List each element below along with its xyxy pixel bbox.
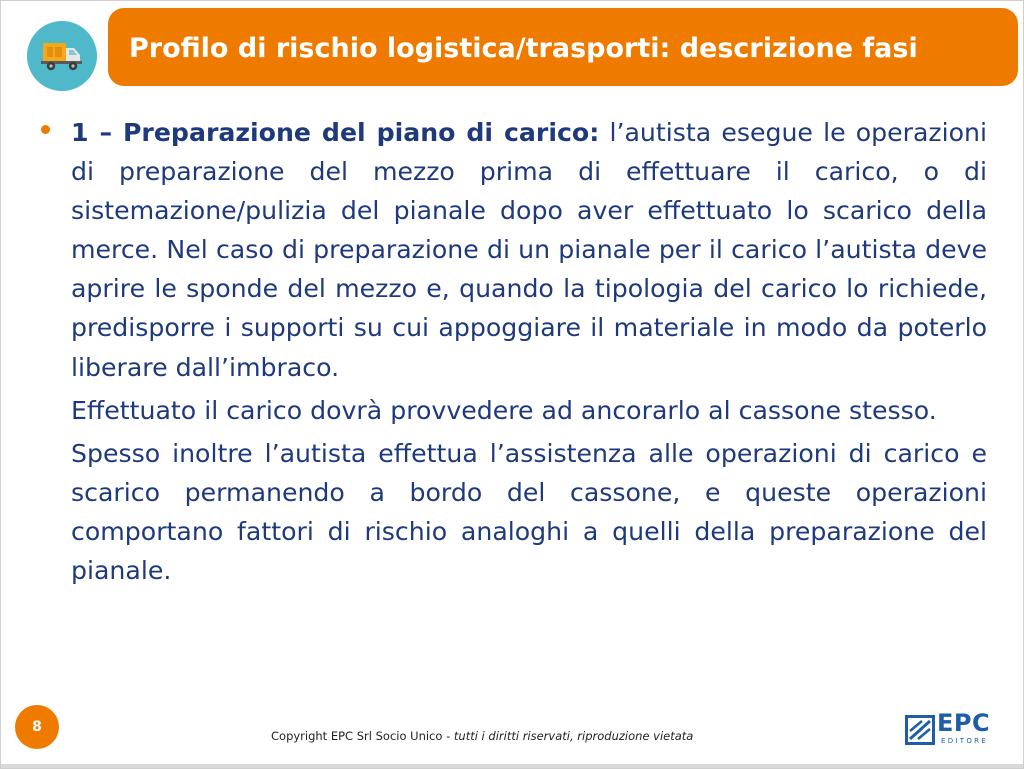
- epc-logo-text: EPC: [937, 709, 991, 737]
- copyright-rights: tutti i diritti riservati, riproduzione vietata: [453, 729, 694, 743]
- truck-icon: [27, 21, 97, 91]
- page-number: 8: [15, 705, 59, 749]
- lead-text: 1 – Preparazione del piano di carico:: [71, 118, 600, 147]
- slide-body: [71, 113, 987, 590]
- epc-mark-icon: [905, 715, 935, 745]
- copyright-prefix: Copyright EPC Srl Socio Unico -: [271, 729, 454, 743]
- paragraph-1-text: l’autista esegue le operazioni di preparazione del mezzo prima di effettuare il carico, o di sistemazione/pulizia del pianale dopo aver effettuato lo scarico della merce. Nel caso di preparazione di un pianale per il carico l’autista deve aprire le sponde del mezzo e, quando la tipologia del carico lo richiede, predisporre i supporti su cui appoggiare il materiale in modo da poterlo liberare dall’imbraco.: [71, 118, 987, 382]
- epc-logo: [905, 709, 1001, 749]
- slide-title: Profilo di rischio logistica/trasporti: descrizione fasi: [129, 33, 918, 64]
- bullet-dot: [41, 125, 50, 134]
- epc-logo-subtext: EDITORE: [941, 737, 989, 745]
- paragraph-2: Effettuato il carico dovrà provvedere ad ancorarlo al cassone stesso.: [71, 395, 937, 425]
- copyright-notice: [271, 729, 693, 743]
- paragraph-3: Spesso inoltre l’autista effettua l’assistenza alle operazioni di carico e scarico permanendo a bordo del cassone, e queste operazioni comportano fattori di rischio analoghi a quelli della preparazione del pianale.: [71, 438, 987, 586]
- paragraph-1: [71, 113, 987, 387]
